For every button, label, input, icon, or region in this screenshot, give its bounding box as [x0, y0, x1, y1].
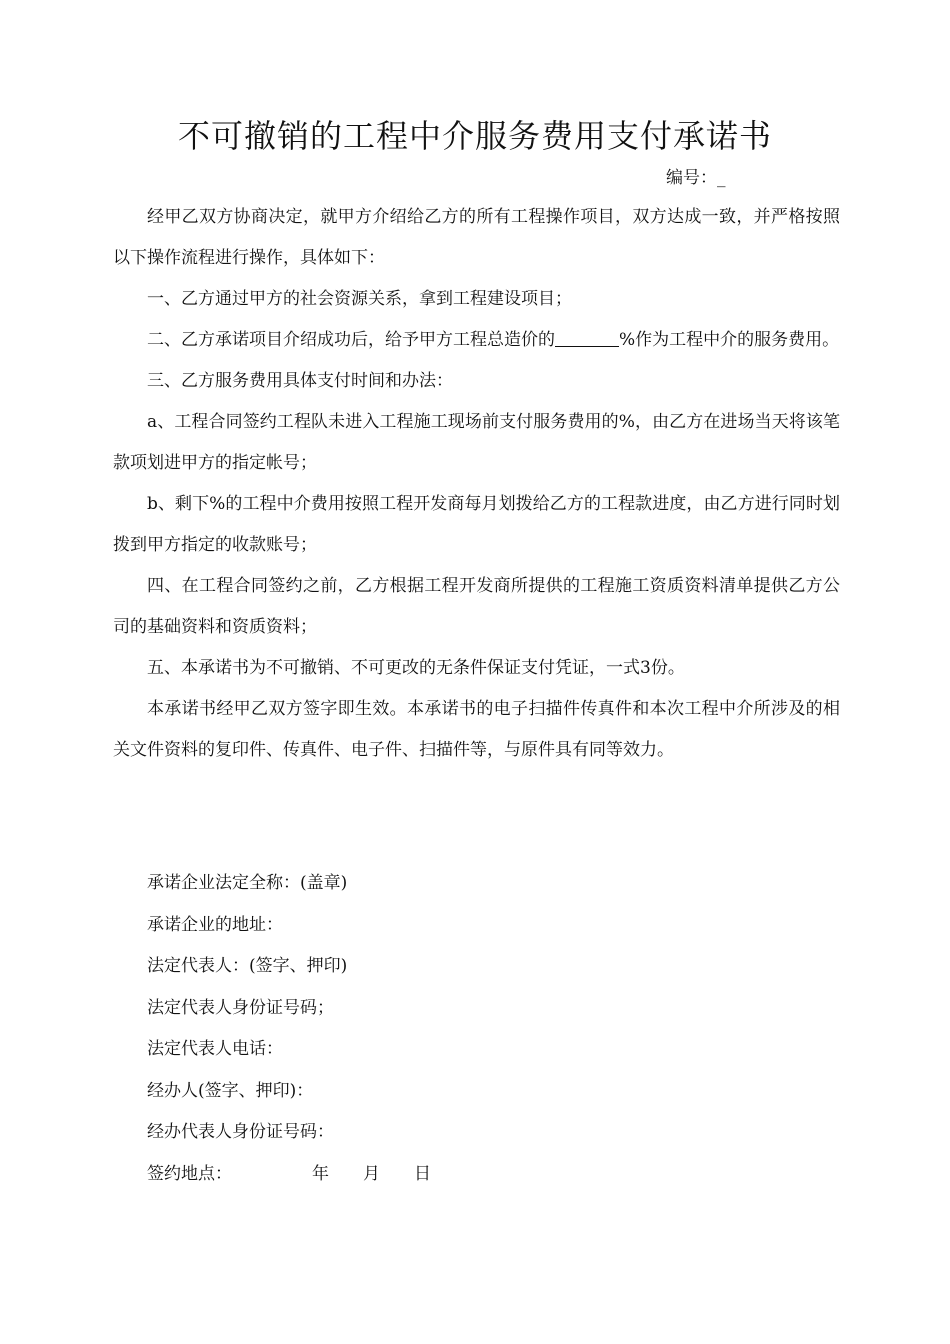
clause-2-text-after: %作为工程中介的服务费用。 [619, 330, 840, 350]
handler-line: 经办人(签字、押印)： [147, 1080, 314, 1101]
signature-block [147, 863, 797, 1195]
document-body [113, 197, 840, 771]
legal-rep-phone-line: 法定代表人电话： [147, 1039, 283, 1059]
document-title: 不可撤销的工程中介服务费用支付承诺书 [177, 117, 772, 155]
clause-2-text-before: 二、乙方承诺项目介绍成功后，给予甲方工程总造价的 [147, 330, 555, 350]
document-number: 编号：_ [666, 168, 726, 188]
fee-percent-blank [555, 329, 619, 347]
company-name-line: 承诺企业法定全称：(盖章) [147, 873, 348, 893]
legal-rep-line: 法定代表人：(签字、押印) [147, 956, 348, 976]
clause-3b: b、剩下%的工程中介费用按照工程开发商每月划拨给乙方的工程款进度，由乙方进行同时划拨到甲方指定的收款账号； [113, 494, 840, 555]
date-month-label: 月 [363, 1163, 380, 1184]
date-year-label: 年 [312, 1163, 329, 1184]
effectiveness-paragraph: 本承诺书经甲乙双方签字即生效。本承诺书的电子扫描件传真件和本次工程中介所涉及的相关文件资料的复印件、传真件、电子件、扫描件等，与原件具有同等效力。 [113, 699, 840, 760]
clause-2 [113, 320, 840, 361]
clause-3: 三、乙方服务费用具体支付时间和办法： [147, 371, 453, 391]
intro-paragraph: 经甲乙双方协商决定，就甲方介绍给乙方的所有工程操作项目，双方达成一致，并严格按照以下操作流程进行操作，具体如下： [113, 207, 840, 268]
clause-1: 一、乙方通过甲方的社会资源关系，拿到工程建设项目； [147, 289, 572, 309]
legal-rep-id-line: 法定代表人身份证号码； [147, 997, 334, 1018]
clause-4: 四、在工程合同签约之前，乙方根据工程开发商所提供的工程施工资质资料清单提供乙方公司的基础资料和资质资料； [113, 576, 840, 637]
date-day-label: 日 [414, 1163, 431, 1184]
sign-place-label: 签约地点： [147, 1163, 232, 1184]
clause-3a: a、工程合同签约工程队未进入工程施工现场前支付服务费用的%，由乙方在进场当天将该笔款项划进甲方的指定帐号； [113, 412, 840, 473]
sign-place-date-line [147, 1154, 797, 1196]
handler-id-line: 经办代表人身份证号码： [147, 1122, 334, 1142]
company-address-line: 承诺企业的地址： [147, 914, 283, 935]
clause-5: 五、本承诺书为不可撤销、不可更改的无条件保证支付凭证，一式3份。 [147, 658, 685, 678]
